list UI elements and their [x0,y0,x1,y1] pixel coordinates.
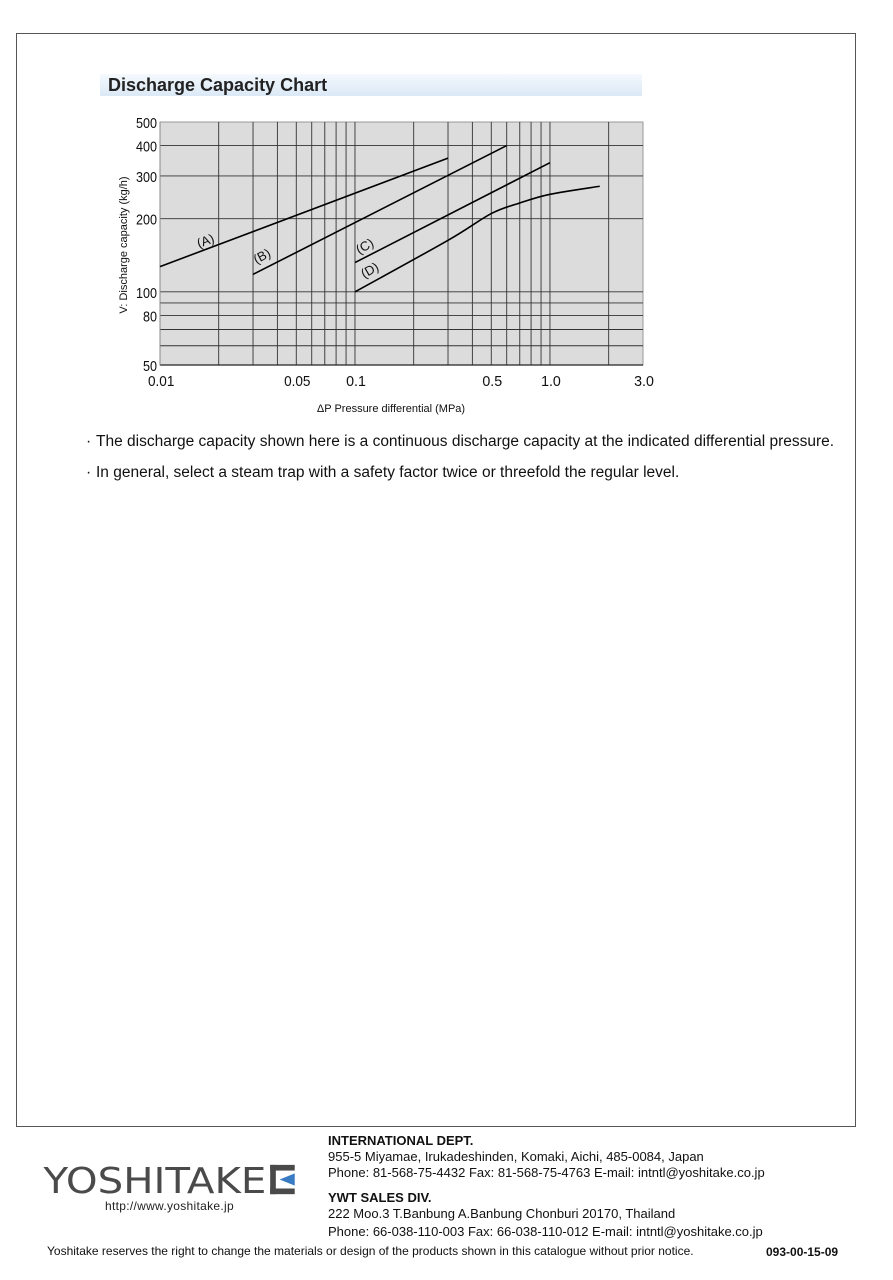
document-code: 093-00-15-09 [766,1245,839,1259]
yoshitake-logo [36,1163,306,1197]
y-axis-ticks [136,115,157,375]
ywt-contact: Phone: 66-038-110-003 Fax: 66-038-110-012 E-mail: intntl@yoshitake.co.jp [328,1224,763,1239]
x-axis-ticks [148,373,654,390]
disclaimer: Yoshitake reserves the right to change the materials or design of the products shown in this catalogue without prior notice. [47,1244,694,1258]
y-tick-label: 500 [136,115,157,132]
y-tick-label: 400 [136,138,157,156]
bullet-icon: · [86,464,92,481]
y-tick-label: 50 [143,358,157,375]
plot-area [160,122,643,365]
ywt-address: 222 Moo.3 T.Banbung A.Banbung Chonburi 20170, Thailand [328,1206,676,1221]
note-1: · The discharge capacity shown here is a continuous discharge capacity at the indicated differential pressure. [86,433,835,450]
curve-label: (B) [250,245,274,267]
x-tick-label: 1.0 [541,373,561,390]
x-tick-label: 0.05 [284,373,311,390]
x-tick-label: 3.0 [634,373,654,390]
ywt-sales-div [328,1190,763,1240]
x-tick-label: 0.1 [346,373,366,390]
y-tick-label: 200 [136,211,157,229]
y-tick-label: 100 [136,284,157,302]
international-address: 955-5 Miyamae, Irukadeshinden, Komaki, Aichi, 485-0084, Japan [328,1149,704,1164]
curve-label: (C) [353,235,377,258]
ywt-heading: YWT SALES DIV. [328,1190,432,1205]
curve-label: (D) [358,259,382,282]
y-tick-label: 80 [143,308,157,326]
y-axis-label: V: Discharge capacity (kg/h) [118,176,130,314]
section-title: Discharge Capacity Chart [108,75,328,95]
international-dept [328,1133,765,1181]
x-tick-label: 0.5 [482,373,503,390]
discharge-capacity-chart [0,0,893,420]
curve-label: (A) [194,230,217,251]
international-contact: Phone: 81-568-75-4432 Fax: 81-568-75-4763 E-mail: intntl@yoshitake.co.jp [328,1165,765,1180]
note-2: · In general, select a steam trap with a safety factor twice or threefold the regular level. [86,464,680,481]
bullet-icon: · [86,433,92,450]
international-heading: INTERNATIONAL DEPT. [328,1133,474,1148]
x-axis-label: ΔP Pressure differential (MPa) [316,403,466,415]
website-url[interactable]: http://www.yoshitake.jp [105,1199,234,1213]
y-tick-label: 300 [136,168,157,186]
svg-text:YOSHITAKE: YOSHITAKE [42,1163,267,1197]
logo-accent-icon [280,1173,295,1185]
x-tick-label: 0.01 [148,373,175,390]
